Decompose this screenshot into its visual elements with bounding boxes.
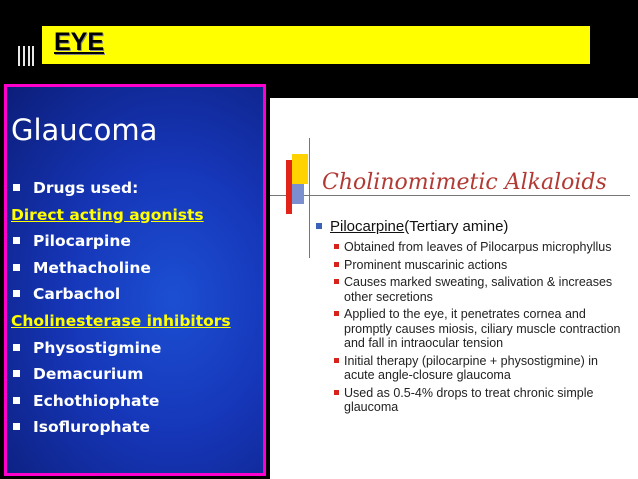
square-bullet-icon bbox=[334, 311, 339, 316]
panel-heading: Glaucoma bbox=[11, 113, 158, 147]
square-bullet-icon bbox=[334, 358, 339, 363]
decorative-block bbox=[292, 184, 304, 204]
list-item: Physostigmine bbox=[11, 335, 261, 362]
drug-list bbox=[11, 175, 261, 441]
square-bullet-icon bbox=[13, 423, 20, 430]
square-bullet-icon bbox=[13, 397, 20, 404]
slide-edge-marks bbox=[18, 46, 38, 66]
list-item: Initial therapy (pilocarpine + physostigmine) in acute angle-closure glaucoma bbox=[334, 354, 624, 383]
pilocarpine-facts bbox=[334, 240, 624, 418]
square-bullet-icon bbox=[316, 223, 322, 229]
list-item: Prominent muscarinic actions bbox=[334, 258, 624, 273]
square-bullet-icon bbox=[13, 344, 20, 351]
list-item: Echothiophate bbox=[11, 388, 261, 415]
slide-title: EYE bbox=[54, 28, 105, 56]
list-item: Drugs used: bbox=[11, 175, 261, 202]
list-item: Obtained from leaves of Pilocarpus microphyllus bbox=[334, 240, 624, 255]
title-bar bbox=[42, 26, 590, 67]
square-bullet-icon bbox=[13, 184, 20, 191]
list-item: Causes marked sweating, salivation & increases other secretions bbox=[334, 275, 624, 304]
list-item: Methacholine bbox=[11, 255, 261, 282]
square-bullet-icon bbox=[13, 264, 20, 271]
list-item: Carbachol bbox=[11, 281, 261, 308]
square-bullet-icon bbox=[334, 279, 339, 284]
pilocarpine-bullet: Pilocarpine(Tertiary amine) bbox=[316, 218, 508, 235]
square-bullet-icon bbox=[334, 390, 339, 395]
square-bullet-icon bbox=[13, 237, 20, 244]
list-item: Applied to the eye, it penetrates cornea and promptly causes miosis, ciliary muscle contraction and fall in intraocular tension bbox=[334, 307, 624, 351]
square-bullet-icon bbox=[13, 290, 20, 297]
list-subheading: Cholinesterase inhibitors bbox=[11, 311, 231, 330]
decorative-line bbox=[309, 138, 310, 258]
decorative-line bbox=[270, 195, 630, 196]
glaucoma-panel bbox=[4, 84, 266, 476]
square-bullet-icon bbox=[13, 370, 20, 377]
list-subheading: Direct acting agonists bbox=[11, 205, 204, 224]
list-item: Used as 0.5-4% drops to treat chronic simple glaucoma bbox=[334, 386, 624, 415]
list-item: Demacurium bbox=[11, 361, 261, 388]
list-item: Pilocarpine bbox=[11, 228, 261, 255]
list-item: Isoflurophate bbox=[11, 414, 261, 441]
square-bullet-icon bbox=[334, 262, 339, 267]
decorative-block bbox=[292, 154, 308, 184]
image-title: Cholinomimetic Alkaloids bbox=[322, 170, 607, 195]
alkaloids-image-panel bbox=[270, 98, 638, 479]
square-bullet-icon bbox=[334, 244, 339, 249]
